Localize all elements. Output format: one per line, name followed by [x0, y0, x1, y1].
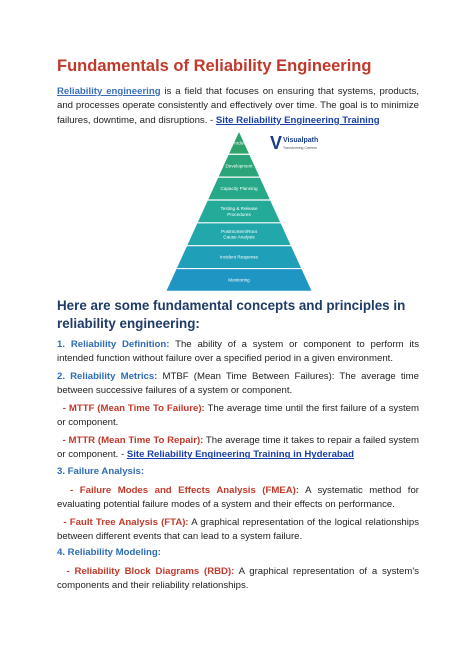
rbd-text: A graphical representation of a system's components and their reliability relationships. [57, 566, 419, 592]
reliability-definition [57, 338, 419, 367]
intro-paragraph [57, 85, 419, 128]
failure-analysis-heading: 3. Failure Analysis: [57, 466, 145, 477]
metrics-text: MTBF (Mean Time Between Failures): The average time between successive failures of a system or component. [57, 371, 419, 397]
mttr-text: The average time it takes to repair a failed system or component. - [57, 435, 419, 461]
page-title: Fundamentals of Reliability Engineering [57, 57, 372, 75]
metrics-heading: 2. Reliability Metrics: [57, 371, 158, 382]
reliability-metrics [57, 370, 419, 399]
mttf-heading: - MTTF (Mean Time To Failure): [57, 403, 205, 414]
logo-tagline: Transforming Careers [283, 146, 317, 150]
sre-hyderabad-link[interactable]: Site Reliability Engineering Training in Hyderabad [126, 449, 354, 461]
fmea-item [57, 484, 419, 513]
pyramid-level-label: Development [225, 163, 253, 169]
intro-text: is a field that focuses on ensuring that systems, products, and processes operate consistently and effectively over time. The goal is to minimize failures, downtime, and disruptions. - [57, 86, 419, 126]
pyramid-level-label: Testing & Release Procedures [220, 206, 258, 217]
pyramid-level-label: Incident Response [219, 254, 259, 260]
sre-pyramid-diagram [164, 130, 314, 295]
definition-heading: 1. Reliability Definition: [57, 339, 170, 350]
mttr-heading: - MTTR (Mean Time To Repair): [57, 435, 204, 446]
reliability-engineering-link[interactable]: Reliability engineering [57, 86, 161, 97]
mttr-item [57, 434, 419, 463]
fta-heading: - Fault Tree Analysis (FTA): [57, 517, 189, 528]
reliability-modeling-heading: 4. Reliability Modeling: [57, 547, 161, 558]
visualpath-logo [270, 134, 340, 154]
logo-v-icon: V [270, 133, 283, 153]
pyramid-level-label: Capacity Planning [220, 186, 258, 192]
fmea-text: A systematic method for evaluating potential failure modes of a system and their effects on performance. [57, 485, 419, 511]
pyramid-level-label: Monitoring [228, 277, 250, 283]
reliability-modeling-heading-row [57, 546, 419, 560]
logo-name: Visualpath [283, 137, 319, 144]
pyramid-svg [164, 130, 314, 295]
mttf-item [57, 402, 419, 431]
pyramid-level-label: Product [231, 140, 247, 146]
section-heading: Here are some fundamental concepts and principles in reliability engineering: [57, 298, 406, 331]
rbd-item [57, 565, 419, 594]
fmea-heading: - Failure Modes and Effects Analysis (FMEA): [57, 485, 300, 496]
failure-analysis-heading-row [57, 465, 419, 479]
fta-text: A graphical representation of the logical relationships between different events that can lead to a system failure. [57, 517, 419, 543]
definition-text: The ability of a system or component to perform its intended function without failure over a specified period in a given environment. [57, 339, 419, 365]
fta-item [57, 516, 419, 545]
sre-training-link[interactable]: Site Reliability Engineering Training [215, 114, 380, 126]
mttf-text: The average time until the first failure of a system or component. [57, 403, 420, 429]
pyramid-level-label: Postmortem/Root Cause Analysis [221, 229, 257, 240]
rbd-heading: - Reliability Block Diagrams (RBD): [57, 566, 235, 577]
